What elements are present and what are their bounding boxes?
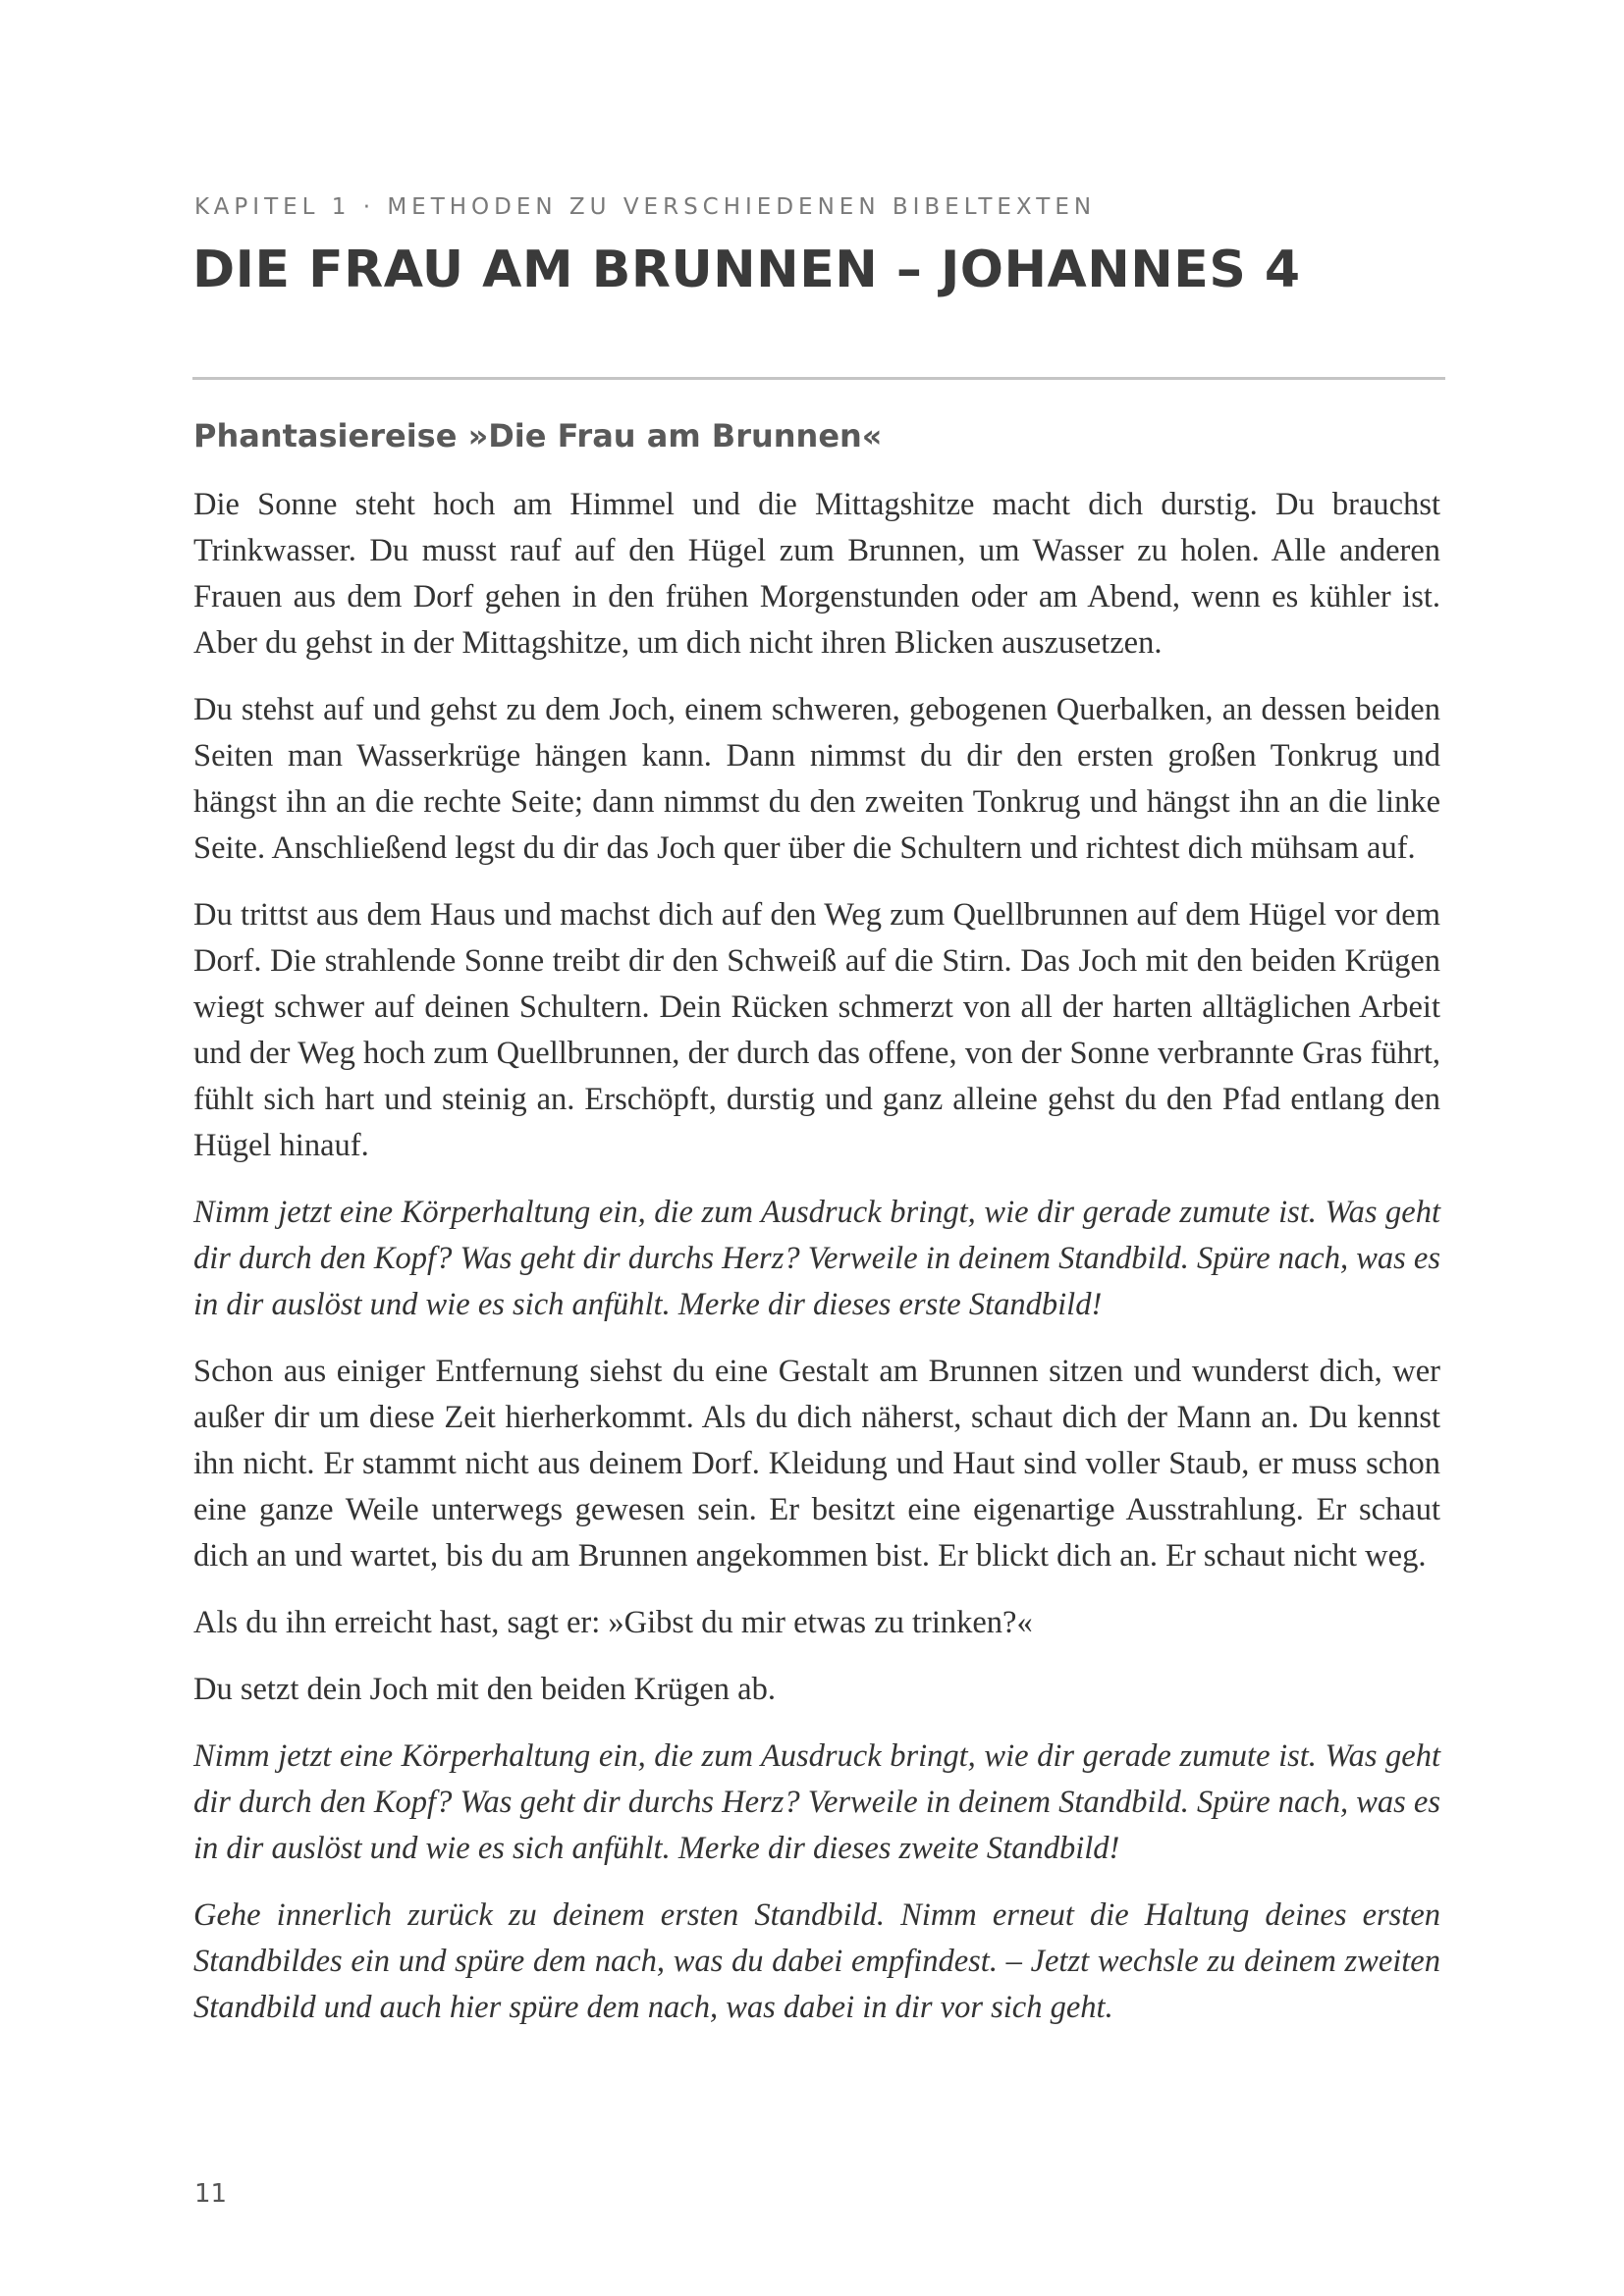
page-number: 11 [194,2179,228,2209]
paragraph: Die Sonne steht hoch am Himmel und die Mittagshitze macht dich durstig. Du brauchst Trinkwasser. Du musst rauf auf den Hügel zum Brunnen, um Wasser zu holen. Alle anderen Frauen aus dem Dorf gehen in den frühen Morgenstunden oder am Abend, wenn es kühler ist. Aber du gehst in der Mittagshitze, um dich nicht ihren Blicken auszusetzen. [193,487,1440,661]
instruction-paragraph: Nimm jetzt eine Körperhaltung ein, die zum Ausdruck bringt, wie dir gerade zumute ist. Was geht dir durch den Kopf? Was geht dir durchs Herz? Verweile in deinem Standbild. Spüre nach, was es in dir auslöst und wie es sich anfühlt. Merke dir dieses erste Standbild! [193,1195,1440,1322]
body-text [193,482,1440,2052]
paragraph: Du trittst aus dem Haus und machst dich auf den Weg zum Quellbrunnen auf dem Hügel vor dem Dorf. Die strahlende Sonne treibt dir den Schweiß auf die Stirn. Das Joch mit den beiden Krügen wiegt schwer auf deinen Schultern. Dein Rücken schmerzt von all der harten alltäglichen Arbeit und der Weg hoch zum Quellbrunnen, der durch das offene, von der Sonne verbrannte Gras führt, fühlt sich hart und steinig an. Erschöpft, durstig und ganz alleine gehst du den Pfad entlang den Hügel hinauf. [193,897,1440,1163]
section-subtitle: Phantasiereise »Die Frau am Brunnen« [193,417,883,454]
paragraph: Schon aus einiger Entfernung siehst du eine Gestalt am Brunnen sitzen und wunderst dich, wer außer dir um diese Zeit hierherkommt. Als du dich näherst, schaut dich der Mann an. Du kennst ihn nicht. Er stammt nicht aus deinem Dorf. Kleidung und Haut sind voller Staub, er muss schon eine ganze Weile unterwegs gewesen sein. Er besitzt eine eigenartige Ausstrahlung. Er schaut dich an und wartet, bis du am Brunnen angekommen bist. Er blickt dich an. Er schaut nicht weg. [193,1354,1440,1574]
paragraph: Als du ihn erreicht hast, sagt er: »Gibst du mir etwas zu trinken?« [193,1605,1033,1640]
chapter-kicker: KAPITEL 1 · METHODEN ZU VERSCHIEDENEN BIBELTEXTEN [194,194,1097,220]
instruction-paragraph: Gehe innerlich zurück zu deinem ersten Standbild. Nimm erneut die Haltung deines ersten Standbildes ein und spüre dem nach, was du dabei empfindest. – Jetzt wechsle zu deinem zweiten Standbild und auch hier spüre dem nach, was dabei in dir vor sich geht. [193,1897,1440,2025]
title-divider [192,377,1445,380]
page-title: DIE FRAU AM BRUNNEN – JOHANNES 4 [192,240,1301,299]
paragraph: Du setzt dein Joch mit den beiden Krügen ab. [193,1672,776,1707]
paragraph: Du stehst auf und gehst zu dem Joch, einem schweren, gebogenen Querbalken, an dessen beiden Seiten man Wasserkrüge hängen kann. Dann nimmst du dir den ersten großen Tonkrug und hängst ihn an die rechte Seite; dann nimmst du den zweiten Tonkrug und hängst ihn an die linke Seite. Anschließend legst du dir das Joch quer über die Schultern und richtest dich mühsam auf. [193,692,1440,866]
instruction-paragraph: Nimm jetzt eine Körperhaltung ein, die zum Ausdruck bringt, wie dir gerade zumute ist. Was geht dir durch den Kopf? Was geht dir durchs Herz? Verweile in deinem Standbild. Spüre nach, was es in dir auslöst und wie es sich anfühlt. Merke dir dieses zweite Standbild! [193,1738,1440,1866]
